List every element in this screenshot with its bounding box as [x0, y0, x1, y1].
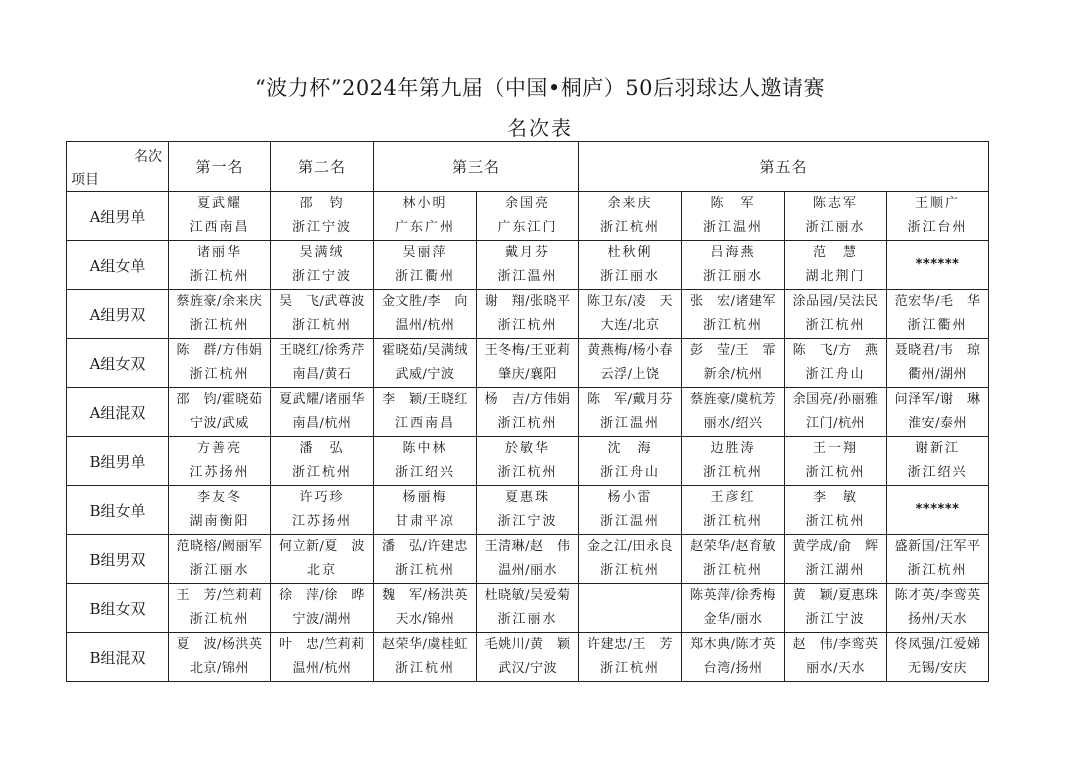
result-cell	[271, 486, 374, 535]
result-cell	[477, 486, 579, 535]
player-location: 浙江温州	[497, 269, 558, 284]
placeholder-stars: ******	[915, 257, 960, 272]
player-names: 范 慧	[813, 245, 859, 260]
result-cell	[785, 486, 887, 535]
result-cell	[271, 241, 374, 290]
player-names: 王晓红/徐秀芹	[279, 343, 365, 358]
player-names: 林小明	[402, 196, 448, 211]
result-cell	[887, 339, 989, 388]
result-cell	[374, 339, 477, 388]
player-names: 王顺广	[915, 196, 961, 211]
result-cell	[169, 241, 271, 290]
corner-event-label: 项目	[71, 172, 99, 188]
table-row	[67, 388, 989, 437]
player-location: 浙江绍兴	[394, 465, 455, 480]
table-row	[67, 486, 989, 535]
player-names: 范晓榕/阙丽军	[176, 539, 263, 554]
event-name-cell: A组混双	[67, 388, 169, 437]
result-cell	[887, 486, 989, 535]
event-name-cell: A组女双	[67, 339, 169, 388]
result-cell	[374, 584, 477, 633]
player-names: 黄燕梅/杨小春	[587, 343, 673, 358]
page-subtitle: 名次表	[507, 116, 573, 140]
ranking-table	[66, 141, 989, 682]
player-names: 许巧珍	[299, 490, 345, 505]
result-cell	[682, 290, 785, 339]
player-names: 杜晓敏/吴爱菊	[484, 588, 571, 603]
result-cell	[271, 290, 374, 339]
player-names: 余国亮/孙丽雅	[792, 392, 879, 407]
result-cell	[374, 437, 477, 486]
header-fifth: 第五名	[579, 142, 989, 192]
player-location: 浙江宁波	[805, 612, 866, 627]
table-row	[67, 584, 989, 633]
result-cell	[477, 584, 579, 633]
result-cell	[271, 192, 374, 241]
event-name-cell: A组女单	[67, 241, 169, 290]
player-names: 吴满绒	[299, 245, 345, 260]
player-location: 天水/锦州	[395, 612, 455, 627]
result-cell	[579, 486, 682, 535]
result-cell	[682, 388, 785, 437]
player-names: 何立新/夏 波	[279, 539, 365, 554]
player-location: 无锡/安庆	[908, 661, 967, 676]
player-names: 戴月芬	[505, 245, 551, 260]
player-location: 江苏扬州	[189, 465, 250, 480]
player-names: 范宏华/毛 华	[894, 294, 981, 309]
result-cell	[374, 486, 477, 535]
result-cell	[682, 339, 785, 388]
result-cell	[374, 633, 477, 682]
player-names: 杜秋俐	[607, 245, 653, 260]
player-names: 黄 颖/夏惠珠	[792, 588, 879, 603]
result-cell	[785, 633, 887, 682]
player-location: 甘肃平凉	[394, 514, 455, 529]
player-names: 邵 钧/霍晓茹	[176, 392, 263, 407]
player-location: 浙江杭州	[703, 465, 764, 480]
player-location: 南昌/杭州	[292, 416, 352, 431]
result-cell	[477, 339, 579, 388]
player-names: 陈 军	[710, 196, 756, 211]
player-names: 邵 钧	[299, 196, 345, 211]
result-cell	[477, 241, 579, 290]
player-names: 问泽军/谢 琳	[894, 392, 981, 407]
player-location: 温州/丽水	[498, 563, 557, 578]
player-location: 湖北荆门	[805, 269, 866, 284]
result-cell	[785, 388, 887, 437]
result-cell	[477, 290, 579, 339]
player-names: 吴 飞/武尊波	[279, 294, 365, 309]
table-row	[67, 192, 989, 241]
player-location: 浙江杭州	[703, 514, 764, 529]
result-cell	[477, 437, 579, 486]
player-names: 霍晓茹/吴满绒	[382, 343, 468, 358]
player-location: 肇庆/襄阳	[498, 367, 557, 382]
player-location: 大连/北京	[600, 318, 660, 333]
player-names: 吴丽萍	[402, 245, 448, 260]
player-location: 浙江杭州	[907, 563, 968, 578]
player-names: 蔡旌豪/余来庆	[176, 294, 263, 309]
player-location: 浙江温州	[600, 514, 661, 529]
header-row	[67, 142, 989, 192]
event-name-cell: A组男双	[67, 290, 169, 339]
player-names: 盛新国/汪军平	[894, 539, 981, 554]
player-names: 陈才英/李鸾英	[894, 588, 981, 603]
result-cell	[579, 535, 682, 584]
player-names: 陈卫东/凌 天	[587, 294, 673, 309]
player-location: 南昌/黄石	[292, 367, 352, 382]
player-names: 边胜涛	[710, 441, 756, 456]
player-location: 湖南衡阳	[189, 514, 250, 529]
player-location: 浙江宁波	[497, 514, 558, 529]
player-location: 浙江温州	[600, 416, 661, 431]
result-cell	[579, 584, 682, 633]
result-cell	[579, 437, 682, 486]
event-name-cell: B组女单	[67, 486, 169, 535]
player-names: 蔡旌豪/虞杭芳	[690, 392, 776, 407]
player-names: 夏武耀/诸丽华	[279, 392, 365, 407]
player-names: 陈英萍/徐秀梅	[690, 588, 776, 603]
page-title: “波力杯”2024年第九届（中国•桐庐）50后羽球达人邀请赛	[254, 76, 826, 100]
player-location: 温州/杭州	[395, 318, 455, 333]
player-names: 陈 飞/方 燕	[792, 343, 879, 358]
result-cell	[579, 192, 682, 241]
table-row	[67, 241, 989, 290]
player-location: 浙江杭州	[189, 269, 250, 284]
player-location: 浙江舟山	[600, 465, 661, 480]
player-location: 浙江宁波	[291, 220, 352, 235]
result-cell	[579, 241, 682, 290]
table-row	[67, 437, 989, 486]
player-location: 金华/丽水	[703, 612, 763, 627]
player-names: 沈 海	[607, 441, 653, 456]
player-location: 浙江杭州	[600, 661, 661, 676]
result-cell	[169, 437, 271, 486]
result-cell	[682, 486, 785, 535]
player-location: 浙江杭州	[189, 367, 250, 382]
result-cell	[682, 437, 785, 486]
result-cell	[271, 633, 374, 682]
result-cell	[477, 633, 579, 682]
result-cell	[785, 241, 887, 290]
result-cell	[682, 192, 785, 241]
player-location: 浙江杭州	[189, 612, 250, 627]
player-location: 浙江杭州	[703, 318, 764, 333]
player-names: 赵荣华/虞桂虹	[382, 637, 468, 652]
player-names: 陈中林	[402, 441, 448, 456]
player-location: 浙江杭州	[291, 318, 352, 333]
player-location: 淮安/泰州	[908, 416, 967, 431]
player-names: 郑木典/陈才英	[690, 637, 776, 652]
player-names: 王清琳/赵 伟	[484, 539, 571, 554]
header-first: 第一名	[169, 142, 271, 192]
result-cell	[579, 339, 682, 388]
result-cell	[271, 388, 374, 437]
player-names: 王彦红	[710, 490, 756, 505]
result-cell	[682, 535, 785, 584]
player-names: 潘 弘	[299, 441, 345, 456]
player-names: 佟凤强/江爱娣	[894, 637, 981, 652]
player-names: 夏惠珠	[505, 490, 551, 505]
player-location: 丽水/绍兴	[703, 416, 763, 431]
result-cell	[374, 535, 477, 584]
player-location: 浙江杭州	[600, 220, 661, 235]
result-cell	[579, 633, 682, 682]
table-row	[67, 339, 989, 388]
player-names: 陈 群/方伟娟	[176, 343, 263, 358]
player-names: 谢 翔/张晓平	[484, 294, 571, 309]
player-names: 陈志军	[813, 196, 859, 211]
player-location: 新余/杭州	[703, 367, 763, 382]
player-location: 浙江丽水	[805, 220, 866, 235]
result-cell	[169, 290, 271, 339]
player-location: 浙江丽水	[497, 612, 558, 627]
player-names: 余国亮	[505, 196, 551, 211]
player-location: 浙江衢州	[394, 269, 455, 284]
player-names: 黄学成/俞 辉	[792, 539, 879, 554]
player-names: 潘 弘/许建忠	[382, 539, 468, 554]
player-names: 李 颖/王晓红	[382, 392, 468, 407]
player-names: 於敏华	[505, 441, 551, 456]
player-location: 浙江杭州	[497, 465, 558, 480]
result-cell	[374, 290, 477, 339]
player-location: 浙江杭州	[291, 465, 352, 480]
result-cell	[374, 388, 477, 437]
result-cell	[477, 535, 579, 584]
player-location: 浙江衢州	[907, 318, 968, 333]
player-location: 浙江湖州	[805, 563, 866, 578]
result-cell	[169, 192, 271, 241]
result-cell	[579, 388, 682, 437]
player-location: 浙江杭州	[805, 514, 866, 529]
player-names: 夏 波/杨洪英	[176, 637, 263, 652]
event-name-cell: B组男单	[67, 437, 169, 486]
result-cell	[169, 535, 271, 584]
player-location: 浙江杭州	[600, 563, 661, 578]
player-location: 浙江丽水	[189, 563, 250, 578]
player-location: 浙江杭州	[497, 318, 558, 333]
header-second: 第二名	[271, 142, 374, 192]
result-cell	[169, 388, 271, 437]
player-location: 浙江丽水	[703, 269, 764, 284]
player-location: 浙江绍兴	[907, 465, 968, 480]
header-third: 第三名	[374, 142, 579, 192]
player-names: 王 芳/竺莉莉	[176, 588, 263, 603]
player-names: 徐 萍/徐 晔	[279, 588, 365, 603]
result-cell	[785, 535, 887, 584]
player-location: 武汉/宁波	[498, 661, 557, 676]
player-names: 张 宏/诸建军	[690, 294, 776, 309]
result-cell	[374, 241, 477, 290]
player-names: 陈 军/戴月芬	[587, 392, 673, 407]
player-names: 夏武耀	[196, 196, 242, 211]
player-names: 杨小雷	[607, 490, 653, 505]
player-location: 台湾/扬州	[703, 661, 763, 676]
player-names: 李友冬	[196, 490, 242, 505]
player-location: 江西南昌	[394, 416, 455, 431]
player-location: 浙江杭州	[394, 661, 455, 676]
result-cell	[477, 388, 579, 437]
player-location: 扬州/天水	[908, 612, 967, 627]
player-location: 宁波/武威	[190, 416, 249, 431]
player-location: 北京/锦州	[190, 661, 249, 676]
player-names: 王一翔	[813, 441, 859, 456]
result-cell	[887, 388, 989, 437]
player-location: 浙江杭州	[497, 416, 558, 431]
result-cell	[887, 192, 989, 241]
player-location: 浙江丽水	[600, 269, 661, 284]
player-location: 宁波/湖州	[292, 612, 352, 627]
player-names: 杨丽梅	[402, 490, 448, 505]
player-location: 云浮/上饶	[600, 367, 660, 382]
player-names: 杨 吉/方伟娟	[484, 392, 571, 407]
player-location: 浙江杭州	[703, 563, 764, 578]
result-cell	[887, 584, 989, 633]
event-name-cell: A组男单	[67, 192, 169, 241]
player-names: 毛姚川/黄 颖	[484, 637, 571, 652]
player-location: 温州/杭州	[292, 661, 352, 676]
result-cell	[271, 339, 374, 388]
result-cell	[169, 633, 271, 682]
result-cell	[169, 339, 271, 388]
placeholder-stars: ******	[915, 502, 960, 517]
player-location: 浙江杭州	[805, 465, 866, 480]
player-names: 吕海燕	[710, 245, 756, 260]
player-location: 北京	[306, 563, 337, 578]
result-cell	[887, 241, 989, 290]
result-cell	[682, 633, 785, 682]
result-cell	[271, 437, 374, 486]
player-location: 江苏扬州	[291, 514, 352, 529]
result-cell	[477, 192, 579, 241]
result-cell	[271, 535, 374, 584]
corner-rank-label: 名次	[134, 149, 162, 165]
result-cell	[785, 192, 887, 241]
player-location: 浙江台州	[907, 220, 968, 235]
player-names: 金之江/田永良	[587, 539, 673, 554]
player-names: 彭 莹/王 霏	[690, 343, 776, 358]
player-location: 浙江宁波	[291, 269, 352, 284]
player-names: 余来庆	[607, 196, 653, 211]
player-location: 江门/杭州	[806, 416, 865, 431]
player-location: 丽水/天水	[806, 661, 865, 676]
player-names: 金文胜/李 向	[382, 294, 468, 309]
result-cell	[887, 535, 989, 584]
player-names: 方善亮	[196, 441, 242, 456]
event-name-cell: B组混双	[67, 633, 169, 682]
result-cell	[785, 437, 887, 486]
player-names: 涂品园/吴法民	[792, 294, 879, 309]
result-cell	[169, 486, 271, 535]
player-names: 许建忠/王 芳	[587, 637, 673, 652]
result-cell	[682, 241, 785, 290]
result-cell	[785, 339, 887, 388]
player-location: 江西南昌	[189, 220, 250, 235]
player-location: 武威/宁波	[395, 367, 455, 382]
result-cell	[785, 290, 887, 339]
event-name-cell: B组男双	[67, 535, 169, 584]
player-names: 聂晓君/韦 琼	[894, 343, 981, 358]
player-names: 王冬梅/王亚莉	[484, 343, 571, 358]
event-name-cell: B组女双	[67, 584, 169, 633]
player-location: 浙江杭州	[805, 318, 866, 333]
player-location: 广东广州	[394, 220, 455, 235]
result-cell	[682, 584, 785, 633]
player-names: 谢新江	[915, 441, 961, 456]
player-names: 魏 军/杨洪英	[382, 588, 468, 603]
result-cell	[169, 584, 271, 633]
table-row	[67, 633, 989, 682]
table-row	[67, 290, 989, 339]
player-location: 衢州/湖州	[908, 367, 967, 382]
player-location: 浙江杭州	[189, 318, 250, 333]
player-location: 广东江门	[497, 220, 558, 235]
corner-header-cell	[67, 142, 169, 192]
player-names: 李 敏	[813, 490, 859, 505]
player-location: 浙江舟山	[805, 367, 866, 382]
result-cell	[887, 290, 989, 339]
result-cell	[785, 584, 887, 633]
player-location: 浙江温州	[703, 220, 764, 235]
player-names: 赵 伟/李鸾英	[792, 637, 879, 652]
result-cell	[887, 633, 989, 682]
player-location: 浙江杭州	[394, 563, 455, 578]
result-cell	[579, 290, 682, 339]
player-names: 叶 忠/竺莉莉	[279, 637, 365, 652]
player-names: 诸丽华	[196, 245, 242, 260]
result-cell	[271, 584, 374, 633]
table-row	[67, 535, 989, 584]
player-names: 赵荣华/赵育敏	[690, 539, 776, 554]
result-cell	[374, 192, 477, 241]
result-cell	[887, 437, 989, 486]
